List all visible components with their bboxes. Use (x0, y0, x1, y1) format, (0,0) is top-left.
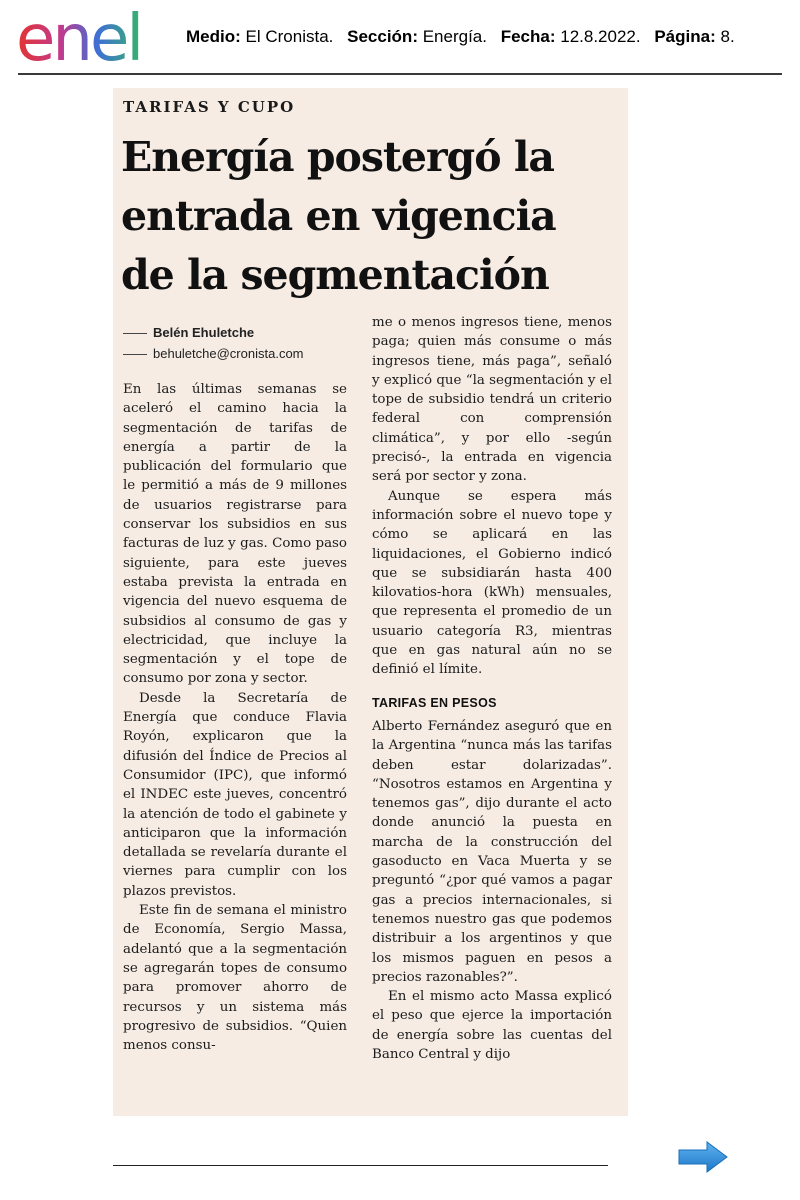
article-headline: Energía postergó la entrada en vigencia de la segmentación (121, 133, 556, 299)
paragraph: Desde la Secretaría de Energía que conduce Flavia Royón, explicaron que la difusión del Índice de Precios al Consumidor (IPC), que informó el INDEC este jueves, concentró la atención de todo el gabinete y anticiparon que la información detallada se revelaría durante el viernes para cumplir con los plazos previstos. (123, 690, 347, 899)
paragraph: Este fin de semana el ministro de Economía, Sergio Massa, adelantó que a la segmentación se agregarán topes de consumo para promover ahorro de recursos y un sistema más progresivo de subsidios. “Quien menos consu- (123, 903, 347, 1054)
arrow-right-icon[interactable] (677, 1140, 729, 1174)
paragraph: Alberto Fernández aseguró que en la Argentina “nunca más las tarifas deben estar dolarizadas”. “Nosotros estamos en Argentina y tenemos gas”, dijo durante el acto donde anunció la puesta en marcha de la construcción del gasoducto en Vaca Muerta y se preguntó “¿por qué vamos a pagar gas a precios internacionales, si tenemos nuestro gas que podemos distribuir a los argentinos y que los mismos paguen en pesos a precios razonables?”. (372, 718, 612, 985)
paragraph: En el mismo acto Massa explicó el peso que ejerce la importación de energía sobre las cuentas del Banco Central y dijo (372, 989, 612, 1062)
article-kicker: TARIFAS Y CUPO (123, 98, 296, 116)
paragraph: me o menos ingresos tiene, menos paga; quien más consume o más ingresos tiene, más paga”, señaló y explicó que “la segmentación y el tope de subsidio tendrá un criterio federal con comprensión climática”, y por ello -según precisó-, la entrada en vigencia será por sector y zona. (372, 315, 612, 485)
document-metadata: Medio: El Cronista. Sección: Energía. Fecha: 12.8.2022. Página: 8. (186, 27, 735, 46)
section-subhead: TARIFAS EN PESOS (372, 695, 497, 710)
newspaper-clipping (113, 88, 628, 1116)
byline (123, 322, 304, 364)
footer-divider (113, 1165, 608, 1166)
logo-text: enel (16, 8, 142, 66)
paragraph: Aunque se espera más información sobre el nuevo tope y cómo se aplicará en las liquidaciones, el Gobierno indicó que se subsidiarán hasta 400 kilovatios-hora (kWh) mensuales, que representa el promedio de un usuario categoría R3, mientras que en gas natural aún no se definió el límite. (372, 488, 612, 678)
author-name: Belén Ehuletche (153, 325, 255, 340)
paragraph: En las últimas semanas se aceleró el camino hacia la segmentación de tarifas de energía a partir de la publicación del formulario que le permitió a más de 9 millones de usuarios registrarse para conservar los subsidios en sus facturas de luz y gas. Como paso siguiente, para este jueves estaba prevista la entrada en vigencia del nuevo esquema de subsidios al consumo de gas y electricidad, que incluye la segmentación y el tope de consumo por zona y sector. (123, 382, 347, 687)
enel-logo (16, 8, 168, 66)
article-column-2 (372, 313, 612, 1064)
header-divider (18, 73, 782, 75)
author-email: behuletche@cronista.com (153, 346, 304, 361)
article-column-1 (123, 380, 347, 1055)
